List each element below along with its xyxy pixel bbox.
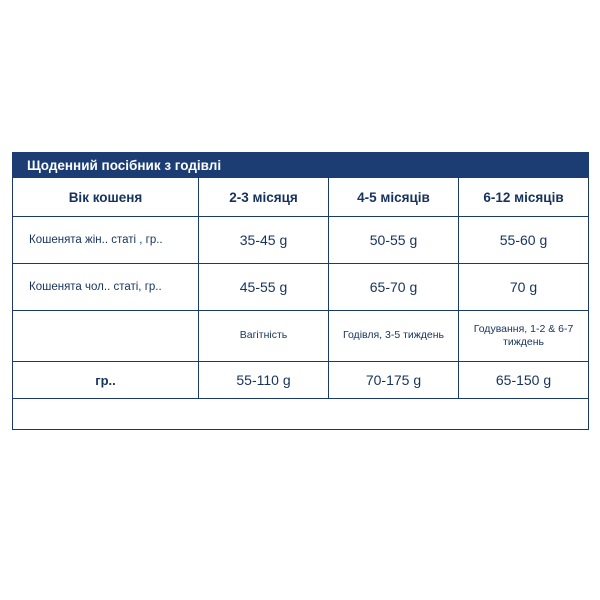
cell-male-6-12: 70 g: [459, 264, 589, 311]
row-label-female-kittens: Кошенята жін.. статі , гр..: [13, 217, 199, 264]
table-bottom-blank-row: [13, 399, 589, 430]
table-row: [13, 362, 589, 399]
row-label-empty: [13, 311, 199, 362]
cell-note-feeding-3-5: Годівля, 3-5 тиждень: [329, 311, 459, 362]
feeding-guide-table-wrapper: [12, 152, 588, 430]
cell-note-pregnancy: Вагітність: [199, 311, 329, 362]
cell-female-2-3: 35-45 g: [199, 217, 329, 264]
table-row: [13, 264, 589, 311]
cell-male-2-3: 45-55 g: [199, 264, 329, 311]
table-title: Щоденний посібник з годівлі: [13, 153, 589, 178]
cell-note-feeding-1-2-6-7: Годування, 1-2 & 6-7 тиждень: [459, 311, 589, 362]
table-row: [13, 217, 589, 264]
cell-total-2-3: 55-110 g: [199, 362, 329, 399]
column-header-2-3-months: 2-3 місяця: [199, 178, 329, 217]
feeding-guide-table: [12, 152, 589, 430]
table-header-row: [13, 178, 589, 217]
row-label-male-kittens: Кошенята чол.. статі, гр..: [13, 264, 199, 311]
column-header-4-5-months: 4-5 місяців: [329, 178, 459, 217]
row-label-grams: гр..: [13, 362, 199, 399]
cell-male-4-5: 65-70 g: [329, 264, 459, 311]
blank-cell: [13, 399, 589, 430]
cell-female-6-12: 55-60 g: [459, 217, 589, 264]
cell-total-6-12: 65-150 g: [459, 362, 589, 399]
cell-female-4-5: 50-55 g: [329, 217, 459, 264]
cell-total-4-5: 70-175 g: [329, 362, 459, 399]
table-title-row: [13, 153, 589, 178]
table-row: [13, 311, 589, 362]
column-header-age: Вік кошеня: [13, 178, 199, 217]
column-header-6-12-months: 6-12 місяців: [459, 178, 589, 217]
